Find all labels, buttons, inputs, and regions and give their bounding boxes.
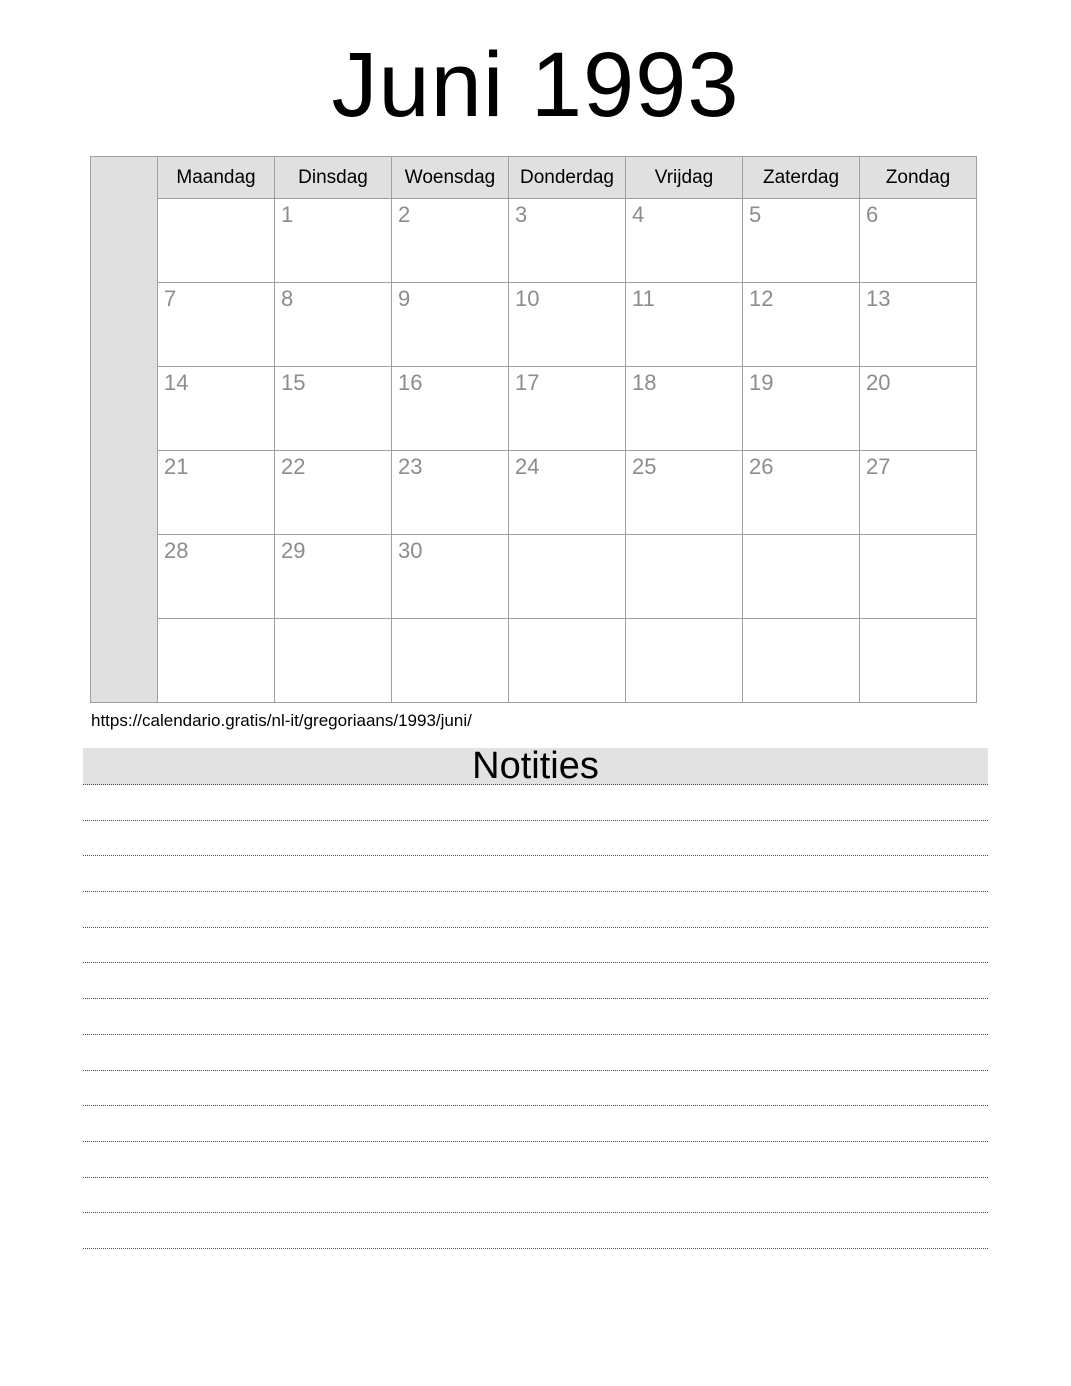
day-cell-7: 7 — [158, 283, 275, 367]
day-cell-4: 4 — [626, 199, 743, 283]
day-header-zondag: Zondag — [860, 157, 977, 199]
day-cell-23: 23 — [392, 451, 509, 535]
day-cell-22: 22 — [275, 451, 392, 535]
note-line — [83, 1035, 988, 1071]
day-cell-24: 24 — [509, 451, 626, 535]
notes-header-bar — [83, 745, 988, 787]
day-cell-6: 6 — [860, 199, 977, 283]
day-cell-empty — [860, 619, 977, 703]
calendar-header-row — [91, 157, 977, 199]
day-cell-11: 11 — [626, 283, 743, 367]
day-cell-1: 1 — [275, 199, 392, 283]
day-cell-10: 10 — [509, 283, 626, 367]
day-cell-14: 14 — [158, 367, 275, 451]
note-line — [83, 999, 988, 1035]
day-cell-5: 5 — [743, 199, 860, 283]
week-row-5 — [91, 535, 977, 619]
week-row-1 — [91, 199, 977, 283]
day-header-vrijdag: Vrijdag — [626, 157, 743, 199]
day-cell-empty — [509, 619, 626, 703]
week-row-3 — [91, 367, 977, 451]
day-cell-21: 21 — [158, 451, 275, 535]
note-line — [83, 963, 988, 999]
day-header-woensdag: Woensdag — [392, 157, 509, 199]
day-cell-15: 15 — [275, 367, 392, 451]
day-cell-2: 2 — [392, 199, 509, 283]
week-row-6 — [91, 619, 977, 703]
day-cell-30: 30 — [392, 535, 509, 619]
day-header-maandag: Maandag — [158, 157, 275, 199]
day-cell-empty — [158, 199, 275, 283]
notes-title: Notities — [472, 745, 599, 787]
day-header-donderdag: Donderdag — [509, 157, 626, 199]
page-title: Juni 1993 — [331, 34, 740, 136]
note-line — [83, 1213, 988, 1249]
day-cell-25: 25 — [626, 451, 743, 535]
notes-section — [83, 745, 988, 1249]
day-cell-16: 16 — [392, 367, 509, 451]
note-line — [83, 928, 988, 964]
note-line — [83, 1071, 988, 1107]
day-cell-empty — [626, 535, 743, 619]
day-cell-empty — [158, 619, 275, 703]
note-line — [83, 821, 988, 857]
day-header-zaterdag: Zaterdag — [743, 157, 860, 199]
note-line — [83, 1142, 988, 1178]
week-row-4 — [91, 451, 977, 535]
day-cell-9: 9 — [392, 283, 509, 367]
calendar-body — [91, 157, 977, 703]
day-cell-26: 26 — [743, 451, 860, 535]
day-cell-empty — [860, 535, 977, 619]
note-line — [83, 1178, 988, 1214]
week-row-2 — [91, 283, 977, 367]
source-url: https://calendario.gratis/nl-it/gregoriaans/1993/juni/ — [91, 711, 472, 730]
day-cell-18: 18 — [626, 367, 743, 451]
day-cell-20: 20 — [860, 367, 977, 451]
calendar-table — [90, 156, 977, 703]
day-cell-3: 3 — [509, 199, 626, 283]
week-column-spacer — [91, 157, 158, 703]
day-cell-empty — [743, 535, 860, 619]
day-cell-empty — [509, 535, 626, 619]
day-cell-13: 13 — [860, 283, 977, 367]
day-cell-empty — [275, 619, 392, 703]
day-cell-29: 29 — [275, 535, 392, 619]
day-cell-27: 27 — [860, 451, 977, 535]
day-cell-19: 19 — [743, 367, 860, 451]
day-cell-empty — [743, 619, 860, 703]
note-line — [83, 856, 988, 892]
day-cell-8: 8 — [275, 283, 392, 367]
day-cell-17: 17 — [509, 367, 626, 451]
day-header-dinsdag: Dinsdag — [275, 157, 392, 199]
day-cell-12: 12 — [743, 283, 860, 367]
note-line — [83, 785, 988, 821]
note-line — [83, 1106, 988, 1142]
note-line — [83, 892, 988, 928]
day-cell-28: 28 — [158, 535, 275, 619]
day-cell-empty — [392, 619, 509, 703]
day-cell-empty — [626, 619, 743, 703]
note-lines — [83, 785, 988, 1249]
